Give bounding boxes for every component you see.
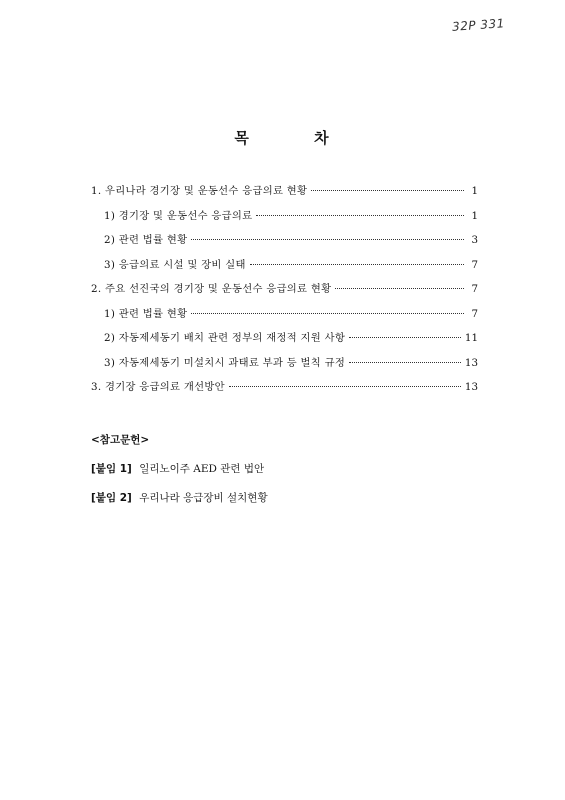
toc-entry[interactable] [91,329,478,354]
toc-entry-page: 7 [471,283,478,295]
toc-entry[interactable] [91,231,478,256]
toc-entry-page: 7 [471,258,478,271]
toc-entry-label: 1. 우리나라 경기장 및 운동선수 응급의료 현황 [91,185,308,197]
toc-entry-label: 3) 응급의료 시설 및 장비 실태 [104,258,246,271]
toc-leader-dots [349,337,461,338]
toc-entry[interactable] [91,305,478,330]
appendix-tag: [붙임 1] [91,463,132,475]
toc-entry-label: 1) 경기장 및 운동선수 응급의료 [104,209,253,222]
toc-entry[interactable] [91,378,478,403]
toc-entry-label: 1) 관련 법률 현황 [104,307,188,320]
toc-entry[interactable] [91,182,478,207]
toc-leader-dots [311,190,464,191]
page-title: 목 차 [234,129,359,147]
toc-leader-dots [229,386,461,387]
appendix-title: 우리나라 응급장비 설치현황 [139,492,268,504]
toc-entry-label: 3. 경기장 응급의료 개선방안 [91,381,225,393]
toc-leader-dots [349,362,461,363]
toc-entry-label: 2) 자동제세동기 배치 관련 정부의 재정적 지원 사항 [104,332,346,344]
toc-entry-page: 7 [471,307,478,320]
toc-entry[interactable] [91,256,478,281]
table-of-contents [91,182,478,403]
references-section [91,432,268,519]
toc-entry-label: 2. 주요 선진국의 경기장 및 운동선수 응급의료 현황 [91,283,332,295]
toc-entry-label: 3) 자동제세동기 미설치시 과태료 부과 등 벌칙 규정 [104,356,346,369]
toc-entry-page: 3 [471,234,478,246]
toc-leader-dots [250,264,464,265]
toc-leader-dots [191,313,464,314]
toc-leader-dots [335,288,464,289]
appendix-item[interactable] [91,490,268,505]
toc-entry[interactable] [91,207,478,232]
references-heading: <참고문헌> [91,434,150,446]
toc-entry[interactable] [91,280,478,305]
toc-entry[interactable] [91,354,478,379]
appendix-item[interactable] [91,461,268,476]
toc-leader-dots [191,239,464,240]
toc-entry-page: 1 [471,209,478,222]
appendix-tag: [붙임 2] [91,492,132,504]
appendix-title: 일리노이주 AED 관련 법안 [139,463,265,475]
toc-entry-label: 2) 관련 법률 현황 [104,234,188,246]
toc-leader-dots [256,215,464,216]
toc-entry-page: 13 [464,356,478,369]
toc-entry-page: 13 [464,381,478,393]
toc-entry-page: 1 [471,185,478,197]
toc-entry-page: 11 [464,332,478,344]
handwritten-annotation: 32P 331 [451,16,506,34]
